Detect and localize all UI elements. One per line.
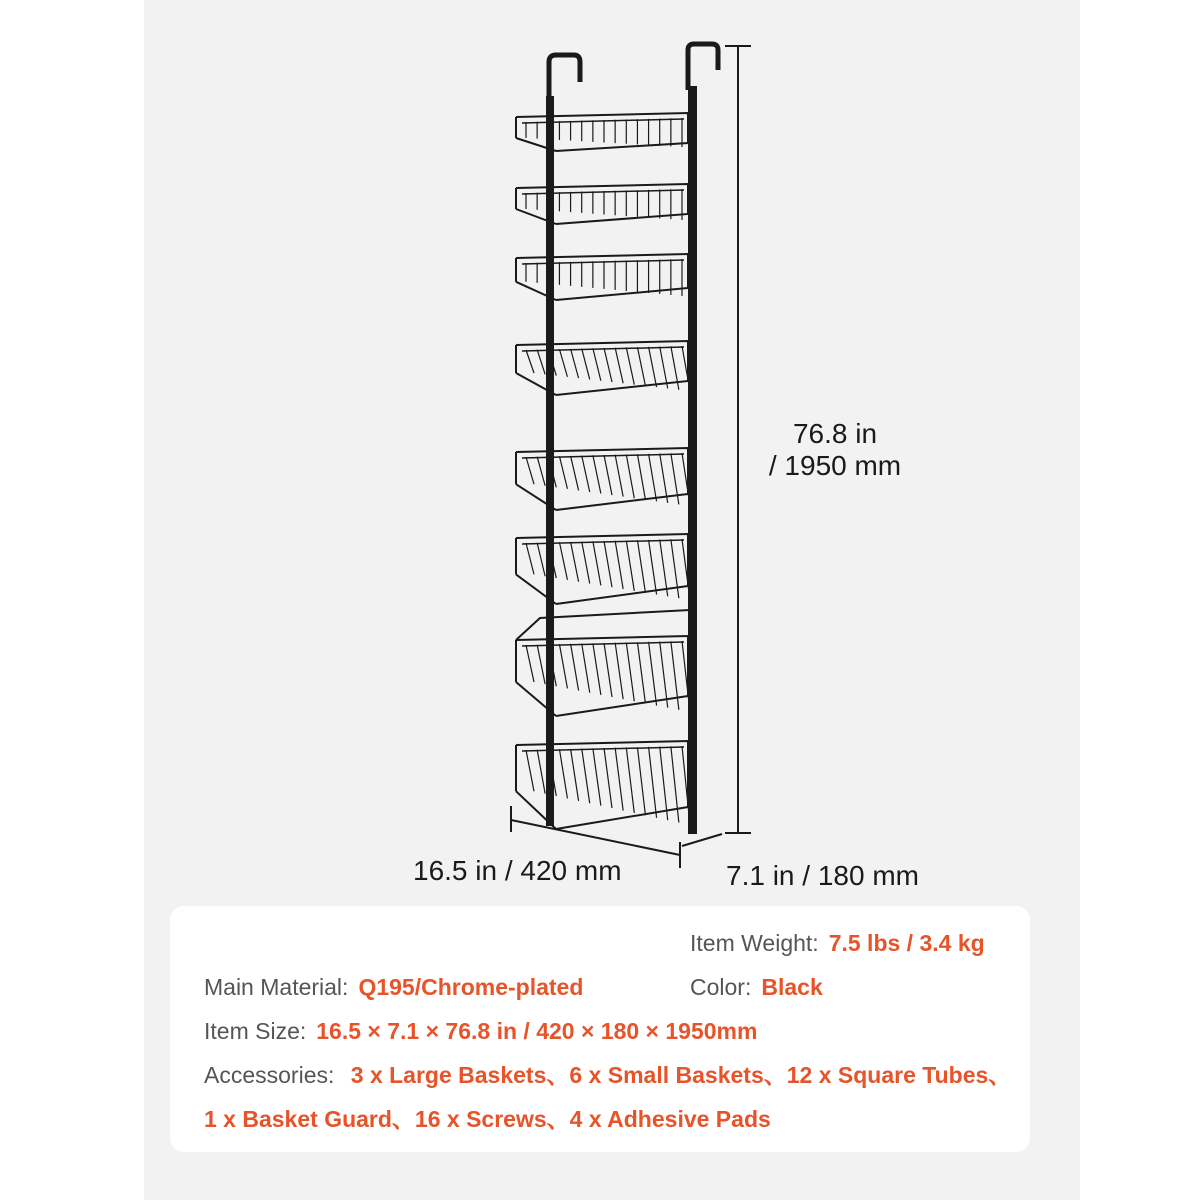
color-label: Color: (690, 974, 752, 1000)
spec-color (690, 976, 823, 999)
height-dimension-line (725, 46, 751, 833)
accessory-item: 1 x Basket Guard (204, 1106, 392, 1132)
accessory-separator: 、 (546, 1062, 570, 1088)
height-inches: 76.8 in (792, 418, 878, 449)
accessory-item: 12 x Square Tubes (786, 1062, 989, 1088)
accessory-item: 4 x Adhesive Pads (569, 1106, 771, 1132)
spec-accessories-line1 (204, 1064, 1011, 1087)
accessory-separator: 、 (988, 1062, 1012, 1088)
wire-basket (516, 741, 690, 829)
accessory-separator: 、 (391, 1106, 415, 1132)
wire-basket (516, 184, 688, 224)
height-mm: / 1950 mm (768, 450, 902, 481)
wire-basket (516, 341, 690, 395)
depth-dimension-line (682, 834, 722, 846)
width-dimension-label: 16.5 in / 420 mm (413, 855, 622, 886)
weight-label: Item Weight: (690, 930, 819, 956)
wire-basket (516, 636, 690, 716)
material-value: Q195/Chrome-plated (358, 974, 584, 1000)
spec-material (204, 976, 583, 999)
spec-weight (690, 932, 985, 955)
color-value: Black (761, 974, 823, 1000)
size-value: 16.5 × 7.1 × 76.8 in / 420 × 180 × 1950mm (316, 1018, 758, 1044)
accessory-separator: 、 (546, 1106, 570, 1132)
material-label: Main Material: (204, 974, 349, 1000)
left-hook (549, 55, 580, 100)
right-hook (688, 44, 718, 90)
size-label: Item Size: (204, 1018, 307, 1044)
basket-guard (516, 610, 690, 640)
accessory-item: 3 x Large Baskets (350, 1062, 547, 1088)
accessories-label: Accessories: (204, 1062, 335, 1088)
spec-accessories-line2 (204, 1108, 771, 1131)
spec-size (204, 1020, 757, 1043)
wire-basket (516, 113, 688, 151)
right-upright (688, 86, 697, 834)
wire-basket (516, 448, 690, 510)
depth-dimension-label: 7.1 in / 180 mm (726, 860, 919, 891)
accessory-item: 16 x Screws (414, 1106, 547, 1132)
height-dimension-label (760, 418, 910, 482)
wire-basket (516, 254, 688, 300)
accessory-item: 6 x Small Baskets (569, 1062, 764, 1088)
accessory-separator: 、 (763, 1062, 787, 1088)
weight-value: 7.5 lbs / 3.4 kg (828, 930, 985, 956)
basket-group (516, 113, 690, 829)
wire-basket (516, 534, 690, 604)
